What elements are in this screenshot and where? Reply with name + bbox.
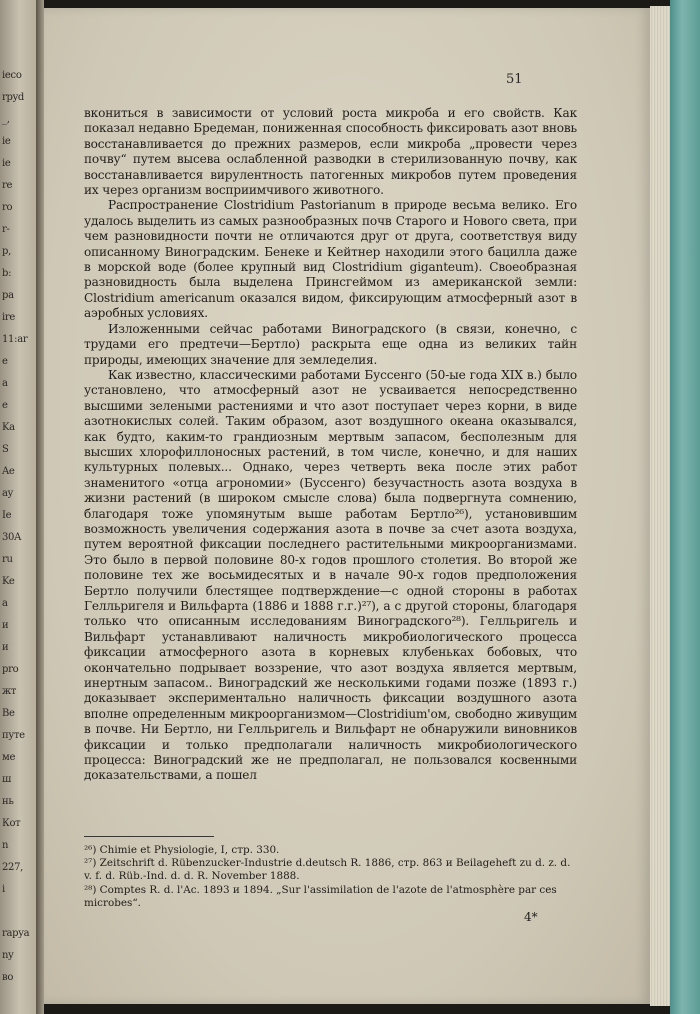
left-page-fragment: нь	[2, 796, 14, 807]
left-page-fragment: S	[2, 444, 9, 455]
left-page-fragment: ny	[2, 950, 14, 961]
paragraph-3: Изложенными сейчас работами Виноградского (в связи, конечно, с трудами его предтечи—Бертло) раскрыта еще одна из великих тайн природы, имеющих значение для земледелия.	[84, 321, 577, 367]
footnote-rule	[84, 836, 214, 837]
book-page	[44, 8, 650, 1004]
left-page-fragment: pa	[2, 290, 14, 301]
adjacent-page-edge	[0, 0, 36, 1014]
left-page-fragment: 227,	[2, 862, 24, 873]
left-page-fragment: p,	[2, 246, 11, 257]
page-number: 51	[506, 72, 523, 87]
footnote-28: ²⁸) Comptes R. d. l'Ac. 1893 и 1894. „Sur l'assimilation de l'azote de l'atmosphère par ces microbes“.	[84, 883, 557, 909]
left-page-fragment: ie	[2, 136, 11, 147]
left-page-fragment: ay	[2, 488, 14, 499]
left-page-fragment: ru	[2, 554, 13, 565]
left-page-fragment: rpyd	[2, 92, 25, 103]
left-page-fragment: и	[2, 642, 9, 653]
left-page-fragment: rapya	[2, 928, 30, 939]
signature-mark: 4*	[524, 910, 538, 924]
left-page-fragment: b:	[2, 268, 12, 279]
left-page-fragment: путе	[2, 730, 25, 741]
left-page-fragment: во	[2, 972, 14, 983]
footnote-26: ²⁶) Chimie et Physiologie, I, стр. 330.	[84, 844, 280, 856]
left-page-fragment: e	[2, 400, 8, 411]
left-page-fragment: r-	[2, 224, 10, 235]
left-page-fragment: e	[2, 356, 8, 367]
page-edges	[650, 6, 670, 1006]
left-page-fragment: ie	[2, 158, 11, 169]
left-page-fragment: n	[2, 840, 9, 851]
left-page-fragment: ме	[2, 752, 16, 763]
left-page-fragment: ire	[2, 312, 15, 323]
left-page-fragment: _,	[2, 114, 10, 125]
left-page-fragment: Ke	[2, 576, 15, 587]
footnote-27: ²⁷) Zeitschrift d. Rübenzucker-Industrie d.deutsch R. 1886, стр. 863 и Beilageheft zu d. z. d. v. f. d. Rüb.-Ind. d. d. R. November 1888.	[84, 857, 571, 883]
book-cover-edge	[670, 0, 700, 1014]
left-page-fragment: Be	[2, 708, 15, 719]
left-page-fragment: 30A	[2, 532, 22, 543]
left-page-fragment: Кот	[2, 818, 21, 829]
paragraph-1: вкониться в зависимости от условий роста микроба и его свойств. Как показал недавно Бредеман, пониженная способность фиксировать азот вновь восстанавливается до прежних размеров, если микроба „провести через почву“ путем высева ослабленной разводки в стерилизованную почву, как восстанавливается вирулентность патогенных микробов путем проведения их через организм восприимчивого животного.	[84, 106, 577, 198]
body-text	[84, 106, 577, 784]
paragraph-2: Распространение Clostridium Pastorianum в природе весьма велико. Его удалось выделить из самых разнообразных почв Старого и Нового света, при чем разновидности почти не отличаются друг от друга, соответствуя виду описанному Виноградским. Бенеке и Кейтнер находили этого бацилла даже в морской воде (более крупный вид Clostridium giganteum). Своеобразная разновидность была выделена Принсгеймом из американской земли: Clostridium americanum оказался видом, фиксирующим атмосферный азот в аэробных условиях.	[84, 198, 577, 321]
left-page-fragment: ieco	[2, 70, 22, 81]
left-page-fragment: Ae	[2, 466, 15, 477]
book-spine	[36, 0, 44, 1014]
left-page-fragment: жт	[2, 686, 17, 697]
left-page-fragment: Ka	[2, 422, 15, 433]
paragraph-4: Как известно, классическими работами Буссенго (50-ые года XIX в.) было установлено, что атмосферный азот не усваивается непосредственно высшими зелеными растениями и что азот поступает через корни, в виде азотнокислых солей. Таким образом, азот воздушного океана оказывался, как будто, каким-то грандиозным мертвым запасом, бесполезным для высших хлорофиллоносных растений, в том числе, конечно, и для наших культурных полевых... Однако, через четверть века после этих работ знаменитого «отца агрономии» (Буссенго) безучастность азота воздуха в жизни растений (в широком смысле слова) была подвергнута сомнению, благодаря тоже упомянутым выше работам Бертло²⁶), установившим возможность увеличения содержания азота в почве за счет азота воздуха, путем вероятной фиксации последнего растительными микроорганизмами. Это было в первой половине 80-х годов прошлого столетия. Во второй же половине тех же восьмидесятых и в начале 90-х годов предположения Бертло получили блестящее подтверждение—с одной стороны в работах Гелльригеля и Вильфарта (1886 и 1888 г.г.)²⁷), а с другой стороны, благодаря только что описанным исследованиям Виноградского²⁸). Гелльригель и Вильфарт устанавливают наличность микробиологического процесса фиксации атмосферного азота в корневых клубеньках бобовых, что окончательно подрывает воззрение, что азот воздуха является мертвым, инертным запасом.. Виноградский же несколькими годами позже (1893 г.) доказывает экспериментально наличность фиксации воздушного азота вполне определенным микроорганизмом—Clostridium'ом, свободно живущим в почве. Ни Бертло, ни Гелльригель и Вильфарт не обнаружили виновников фиксации и только предполагали наличность микробиологического процесса: Виноградский же не предполагал, не пользовался косвенными доказательствами, а пошел	[84, 367, 577, 783]
left-page-fragment: pro	[2, 664, 19, 675]
left-page-fragment: 11:ar	[2, 334, 28, 345]
left-page-fragment: a	[2, 598, 8, 609]
left-page-fragment: Ie	[2, 510, 12, 521]
left-page-fragment: ro	[2, 202, 13, 213]
left-page-fragment: re	[2, 180, 13, 191]
left-page-fragment: ш	[2, 774, 11, 785]
left-page-fragment: i	[2, 884, 5, 895]
left-page-fragment: a	[2, 378, 8, 389]
left-page-fragment: и	[2, 620, 9, 631]
footnotes	[84, 844, 577, 910]
